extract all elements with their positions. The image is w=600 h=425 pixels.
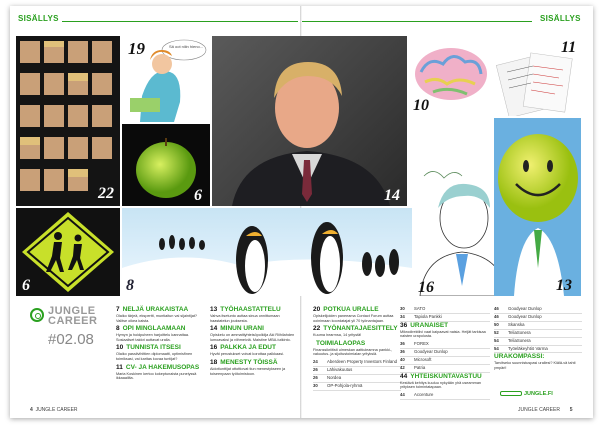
header-line-right bbox=[302, 21, 532, 22]
photo-number-11: 11 bbox=[561, 39, 577, 56]
list-item[interactable]: 50 Skanska bbox=[494, 322, 582, 330]
photo-number-6-apple: 6 bbox=[194, 187, 202, 204]
list-item[interactable]: 34 Tapiola Pankki bbox=[400, 314, 490, 322]
photo-number-13: 13 bbox=[556, 277, 572, 294]
header-right: SISÄLLYS bbox=[540, 14, 581, 23]
magazine-spread bbox=[10, 6, 593, 418]
toc-entry[interactable]: 11 CV- JA HAKEMUSOPAS Maria Koskinen kertoo kokeptunaista puneiyssä ikkaaaiilta. bbox=[116, 363, 200, 381]
toc-column-2 bbox=[210, 306, 298, 378]
list-item[interactable]: 46 Goodyear Dunlop bbox=[494, 306, 582, 314]
woman-illustration bbox=[122, 36, 210, 122]
toc-entry[interactable]: 13 TYÖHAASTATTELU Vahva itsetunto auttaa sinua onnittumaan haastatelun jouksesta. bbox=[210, 306, 281, 323]
penguins-illustration bbox=[122, 208, 412, 296]
photo-number-6-sign: 6 bbox=[22, 277, 30, 294]
list-item[interactable]: 54 TeliaSonera bbox=[494, 338, 582, 346]
list-item[interactable]: 36 FOREX bbox=[400, 341, 490, 349]
photo-number-19: 19 bbox=[128, 39, 145, 58]
url-icon bbox=[500, 391, 522, 396]
photo-number-8: 8 bbox=[126, 277, 134, 294]
list-item[interactable]: 26 Lähivakuutus bbox=[313, 367, 401, 375]
issue-number: #02.08 bbox=[48, 331, 94, 348]
logo-line1: JUNGLE bbox=[48, 305, 96, 317]
list-item[interactable]: 44 Accenture bbox=[400, 392, 490, 400]
toc-entry[interactable]: 10 TUNNISTA ITSESI Olaiko passiivihittien diplomaatti, optimisfinen toimiksasi, vai karitas kovaa tuntijat? bbox=[116, 344, 193, 361]
company-list-5 bbox=[494, 306, 582, 353]
toc-entry[interactable]: TOIMIALAOPAS Finanssikriitisti ulmeskan aattiuleamna pankki-, vakuutus- ja sijoitustoimialan yrityksiä. bbox=[313, 339, 393, 357]
list-item[interactable]: 30 SATO bbox=[400, 306, 490, 314]
pedestrian-sign-photo bbox=[16, 208, 120, 296]
toc-entry[interactable]: 8 OPI MINGLAAMAAN Hymyn ja hoidpuheen harjoittelu kannattaa. Sosiaaliset taidot auttavat uralla. bbox=[116, 325, 190, 342]
toc-entry[interactable]: 20 POTKUA URALLE Opiskelijoiden paneeama Contact Forum auttaa ooinimaan koordatajat yli 70 työnantajaan. bbox=[313, 306, 394, 323]
photo-number-14: 14 bbox=[384, 187, 400, 204]
url-mark[interactable]: JUNGLE.FI bbox=[500, 391, 553, 397]
company-list-3 bbox=[313, 359, 401, 391]
man-portrait-svg bbox=[212, 36, 407, 206]
photo-number-16: 16 bbox=[418, 279, 434, 296]
toc-entry[interactable]: 22 TYÖNANTAJAESITTELY Kuuma hearmsa, 14 yritystä! bbox=[313, 325, 398, 338]
photo-number-10: 10 bbox=[413, 97, 429, 114]
smiley-balloon-photo bbox=[494, 118, 581, 296]
footer-right: JUNGLE CAREER 5 bbox=[518, 407, 573, 413]
list-item[interactable]: 52 TeliaSonera bbox=[494, 330, 582, 338]
man-portrait-photo bbox=[212, 36, 407, 206]
documents-photo bbox=[493, 36, 581, 116]
portrait-grid-photo bbox=[16, 36, 120, 206]
toc-entry[interactable]: 14 MINUN URANI Opiskelu on ammattiyhteisöpolkiija Aki Riihilahden lumoavaksi ja viihmeiviä. Maistine MBA-tutkinto. bbox=[210, 325, 295, 342]
list-item[interactable]: 42 Patria bbox=[400, 365, 490, 373]
list-item[interactable]: 26 Nordea bbox=[313, 375, 401, 383]
header-left: SISÄLLYS bbox=[18, 14, 59, 23]
photo-number-22: 22 bbox=[98, 185, 114, 202]
penguins-svg bbox=[122, 208, 412, 296]
smiley-balloon-svg bbox=[494, 118, 581, 296]
toc-column-1 bbox=[116, 306, 206, 383]
toc-entry[interactable]: 44 YHTEISKUNTAVASTUU Kestävä kehitys kuuluu nykyään yhä useamman yrityksen toimintatapaan. bbox=[400, 372, 482, 390]
company-list-4b bbox=[400, 341, 490, 373]
toc-column-4 bbox=[400, 306, 490, 400]
brain-illustration bbox=[409, 36, 491, 116]
list-item[interactable]: 36 Goodyear Dunlop bbox=[400, 349, 490, 357]
company-list-4a bbox=[400, 306, 490, 322]
header-line-left bbox=[62, 21, 298, 22]
toc-entry[interactable]: 7 NELJÄ URAKAISTAA Olaiko tärjeä, ekspertti, muntiaitun vai sijaintijat? Valitse oikea kaista. bbox=[116, 306, 198, 323]
jungle-career-logo bbox=[30, 306, 110, 361]
toc-entry[interactable]: 16 PALKKA JA EDUT Hyvät perustukset voivat korottaa palkkaasi. bbox=[210, 344, 285, 357]
speech-bubble-text: Sä oot niiin hieno... bbox=[168, 44, 204, 49]
list-item[interactable]: 24 Aberdeen Property Investors Finland bbox=[313, 359, 401, 367]
pedestrian-sign-svg bbox=[16, 208, 120, 296]
list-item[interactable]: 30 OP-Pohjola-ryhmä bbox=[313, 383, 401, 391]
logo-mark-icon bbox=[30, 308, 44, 322]
toc-column-3 bbox=[313, 306, 401, 391]
toc-entry[interactable]: URAKOMPASSI: Tarvitseko suunnistuspasi urallesi? Kiälä-vä tahti ympäri! bbox=[494, 353, 576, 371]
list-item[interactable]: 54 Työeläkeyhtiö Varma bbox=[494, 346, 582, 354]
company-list-4c bbox=[400, 392, 490, 400]
toc-entry[interactable]: 18 MENESTY TÖISSÄ Aidottunttijat ottottiovat tiun menestykseen ja toiseenpaan työtoimistoon. bbox=[210, 358, 286, 376]
footer-left: 4 JUNGLE CAREER bbox=[30, 407, 78, 413]
toc-entry[interactable]: 36 URANAISET Mikrodirektiivi vaat kaipaavat naisia. Heijät tarkisaa naisten urapolusta. bbox=[400, 321, 486, 339]
list-item[interactable]: 40 Microsoft bbox=[400, 357, 490, 365]
logo-line2: CAREER bbox=[48, 315, 98, 327]
portrait-grid-svg bbox=[16, 36, 120, 206]
list-item[interactable]: 46 Goodyear Dunlop bbox=[494, 314, 582, 322]
toc-column-5 bbox=[494, 306, 582, 373]
green-apple-photo bbox=[122, 124, 210, 206]
